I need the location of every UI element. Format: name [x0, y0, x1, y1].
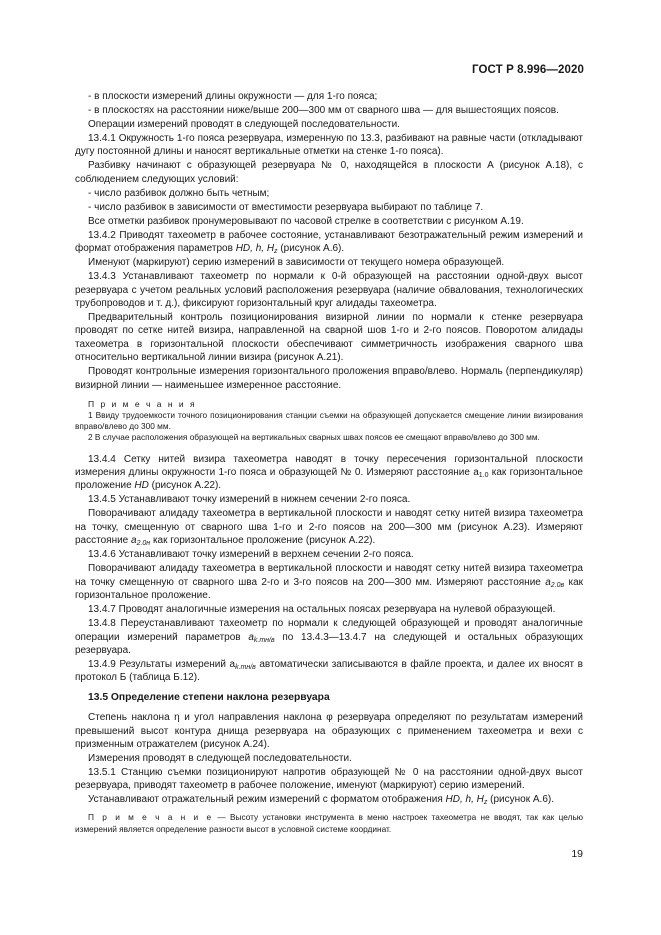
paragraph-13-4-2: 13.4.2 Приводят тахеометр в рабочее состояние, устанавливают безотражательный режим измерений и формат отображения параметров HD, h, $H_z$ (рисунок А.6). — [75, 229, 583, 256]
text-line: - в плоскостях на расстоянии ниже/выше 200—300 мм от сварного шва — для вышестоящих поясов. — [88, 105, 559, 116]
paragraph: Устанавливают отражательный режим измерений с форматом отображения HD, h, $H_z$ (рисунок А.6). — [88, 794, 555, 807]
list-item: - число разбивок в зависимости от вместимости резервуара выбирают по таблице 7. — [88, 201, 484, 213]
note-title: П р и м е ч а н и е — [88, 812, 214, 823]
paragraph: Все отметки разбивок пронумеровывают по часовой стрелке в соответствии с рисунком А.19. — [88, 215, 524, 227]
paragraph-13-4-8: 13.4.8 Переустанавливают тахеометр по нормали к следующей образующей и проводят аналогичные операции измерений параметров $a_{k.mн/в}$ по 13.4.3—13.4.7 на следующей и остальных образующих резервуара. — [75, 618, 584, 656]
notes-title: П р и м е ч а н и я — [88, 399, 197, 410]
section-heading: 13.5 Определение степени наклона резервуара — [88, 691, 330, 703]
note-item: 1 Ввиду трудоемкости точного позиционирования станции съемки на образующей допускается смещение линии визирования вправо/влево до 300 мм. — [75, 410, 583, 432]
paragraph: Проводят контрольные измерения горизонтального проложения вправо/влево. Нормаль (перпендикуляр) визирной линии — наименьшее измеренное расстояние. — [75, 366, 583, 391]
paragraph-13-4-5: 13.4.5 Устанавливают точку измерений в нижнем сечении 2-го пояса. — [88, 494, 411, 506]
paragraph-13-4-9: 13.4.9 Результаты измерений $a_{k.mн/в}$ автоматически записываются в файле проекта, и далее их вносят в протокол Б (таблица Б.12). — [75, 658, 583, 684]
paragraph-13-4-1: 13.4.1 Окружность 1-го пояса резервуара, измеренную по 13.3, разбивают на равные части (откладывают дугу постоянной длины и наносят вертикальные отметки на стенке 1-го пояса). — [75, 133, 583, 158]
note: П р и м е ч а н и е — Высоту установки инструмента в меню настроек тахеометра не вводят, так как целью измерений является определение разности высот в условной системе координат. — [75, 812, 583, 834]
list-item: - число разбивок должно быть четным; — [88, 187, 270, 199]
text-line: Операции измерений проводят в следующей последовательности. — [88, 119, 400, 130]
paragraph: Именуют (маркируют) серию измерений в зависимости от текущего номера образующей. — [88, 257, 505, 269]
paragraph: Поворачивают алидаду тахеометра в вертикальной плоскости и наводят сетку нитей визира тахеометра на точку смещенную от сварного шва 2-го и 3-го поясов на 200—300 мм. Измеряют расстояние $a_{2.0в}$ как горизонтальное проложение. — [75, 563, 584, 602]
document-header-id: ГОСТ Р 8.996—2020 — [472, 64, 584, 76]
page-number: 19 — [571, 848, 583, 860]
text-line: - в плоскости измерений длины окружности — для 1-го пояса; — [88, 91, 378, 102]
paragraph: Разбивку начинают с образующей резервуара № 0, находящейся в плоскости А (рисунок А.18), с соблюдением следующих условий: — [75, 160, 583, 185]
paragraph-13-4-7: 13.4.7 Проводят аналогичные измерения на остальных поясах резервуара на нулевой образующей. — [88, 604, 556, 616]
paragraph-13-4-3: 13.4.3 Устанавливают тахеометр по нормали к 0-й образующей на расстоянии одной-двух высот резервуара с учетом реальных условий расположения резервуара (наличие обвалования, технологических трубопроводов и т. д.), фиксируют горизонтальный круг алидады тахеометра. — [75, 271, 583, 310]
paragraph-13-4-4: 13.4.4 Сетку нитей визира тахеометра наводят в точку пересечения горизонтальной плоскости измерения длины окружности 1-го пояса и образующей № 0. Измеряют расстояние $a_{1.0}$ как горизонтальное проложение HD (рисунок А.22). — [75, 453, 583, 492]
paragraph: Предварительный контроль позиционирования визирной линии по нормали к стенке резервуара проводят по сетке нитей визира, направленной на сварной шов 1-го и 2-го поясов. Поворотом алидады тахеометра в горизонтальной плоскости обеспечивают симметричность изображения сварного шва относительно вертикальной линии визира (рисунок А.21). — [75, 312, 583, 364]
paragraph-13-4-6: 13.4.6 Устанавливают точку измерений в верхнем сечении 2-го пояса. — [88, 549, 414, 561]
paragraph-13-5-1: 13.5.1 Станцию съемки позиционируют напротив образующей № 0 на расстоянии одной-двух высот резервуара, приводят тахеометр в рабочее положение, именуют (маркируют) серию измерений. — [75, 766, 583, 792]
paragraph: Измерения проводят в следующей последовательности. — [88, 752, 352, 764]
page-content — [75, 90, 583, 835]
paragraph: Степень наклона η и угол направления наклона φ резервуара определяют по результатам измерений превышений высот контура днища резервуара на образующих с применением тахеометра и вехи с призменным отражателем (рисунок А.24). — [75, 712, 583, 750]
note-item: 2 В случае расположения образующей на вертикальных сварных швах поясов ее смещают вправо/влево до 300 мм. — [88, 432, 540, 443]
paragraph: Поворачивают алидаду тахеометра в вертикальной плоскости и наводят сетку нитей визира тахеометра на точку, смещенную от сварного шва 1-го и 2-го поясов на 200—300 мм (рисунок А.23). Измеряют расстояние $a_{2.0н}$ как горизонтальное проложение (рисунок А.22). — [75, 508, 583, 548]
